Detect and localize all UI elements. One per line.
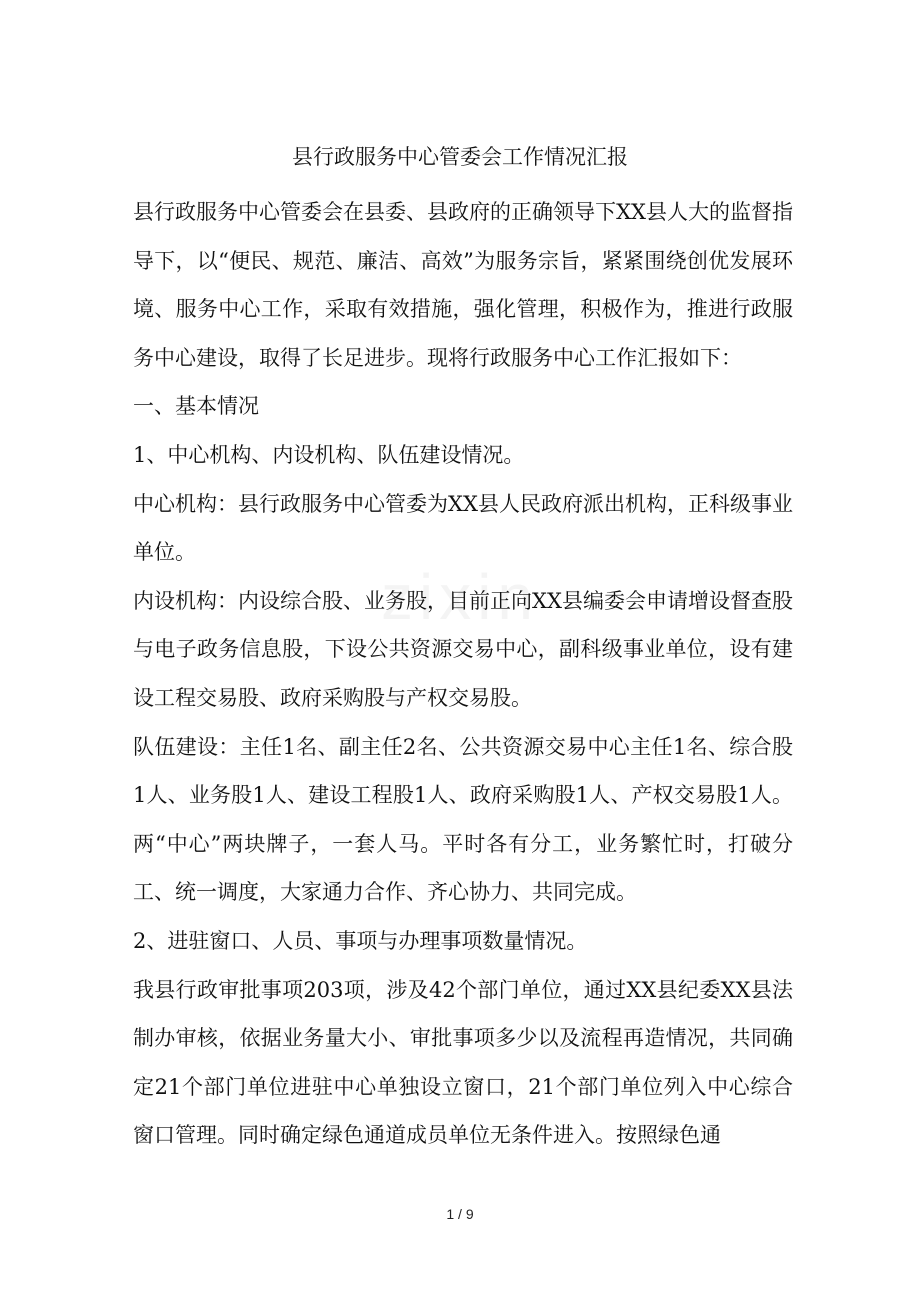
document-body — [133, 188, 793, 1160]
document-title: 县行政服务中心管委会工作情况汇报 — [292, 145, 628, 169]
section-heading-basic-info: 一、基本情况 — [133, 394, 259, 419]
paragraph-intro: 县行政服务中心管委会在县委、县政府的正确领导下XX县人大的监督指导下，以“便民、规范、廉洁、高效”为服务宗旨，紧紧围绕创优发展环境、服务中心工作，采取有效措施，强化管理，积极作为，推进行政服务中心建设，取得了长足进步。现将行政服务中心工作汇报如下： — [133, 200, 793, 370]
paragraph-center-institution: 中心机构：县行政服务中心管委为XX县人民政府派出机构，正科级事业单位。 — [133, 491, 793, 565]
subheading-windows-staff: 2、进驻窗口、人员、事项与办理事项数量情况。 — [133, 928, 588, 953]
paragraph-team-building: 队伍建设：主任1名、副主任2名、公共资源交易中心主任1名、综合股1人、业务股1人、建设工程股1人、政府采购股1人、产权交易股1人。两“中心”两块牌子，一套人马。平时各有分工，业务繁忙时，打破分工、统一调度，大家通力合作、齐心协力、共同完成。 — [133, 734, 793, 905]
page-number: 1 / 9 — [446, 1206, 474, 1222]
paragraph-internal-institution: 内设机构：内设综合股、业务股，目前正向XX县编委会申请增设督查股与电子政务信息股，下设公共资源交易中心，副科级事业单位，设有建设工程交易股、政府采购股与产权交易股。 — [133, 588, 793, 710]
paragraph-approval-items: 我县行政审批事项203项，涉及42个部门单位，通过XX县纪委XX县法制办审核，依据业务量大小、审批事项多少以及流程再造情况，共同确定21个部门单位进驻中心单独设立窗口，21个部门单位列入中心综合窗口管理。同时确定绿色通道成员单位无条件进入。按照绿色通 — [133, 977, 793, 1148]
subheading-institutions: 1、中心机构、内设机构、队伍建设情况。 — [133, 442, 525, 467]
